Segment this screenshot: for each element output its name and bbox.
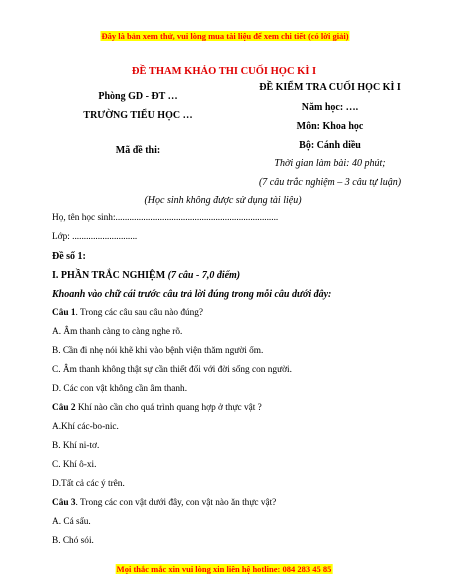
school-year: Năm học: …. (301, 102, 359, 113)
textbook-label: Bộ: Cánh diều (299, 140, 361, 151)
exam-number: Đề số 1: (52, 251, 86, 262)
time-limit: Thời gian làm bài: 40 phút; (274, 158, 386, 169)
exam-code-label: Mã đề thi: (115, 145, 161, 156)
question-structure: (7 câu trắc nghiệm – 3 câu tự luận) (258, 177, 402, 188)
school-label: TRƯỜNG TIỂU HỌC … (83, 110, 193, 121)
question-label: Câu 2 (52, 403, 76, 413)
option-3a: A. Cá sấu. (52, 517, 91, 527)
hotline-banner: Mọi thắc mắc xin vui lòng xin liên hệ hotline: 084 283 45 85 (116, 564, 332, 574)
student-class-line: Lớp: ............................ (52, 232, 138, 242)
preview-banner: Đây là bản xem thử, vui lòng mua tài liệu để xem chi tiết (có lời giải) (101, 31, 349, 41)
option-2a: A.Khí các-bo-nic. (52, 422, 119, 432)
document-title: ĐỀ THAM KHẢO THI CUỐI HỌC KÌ I (131, 66, 317, 77)
question-3 (52, 498, 276, 508)
question-text: . Trong các con vật dưới đây, con vật nào ăn thực vật? (75, 498, 277, 508)
option-2b: B. Khí ni-tơ. (52, 441, 100, 451)
option-2d: D.Tất cả các ý trên. (52, 479, 125, 489)
option-1b: B. Cần đi nhẹ nói khẽ khi vào bệnh viện thăm người ốm. (52, 346, 264, 356)
subject-label: Môn: Khoa học (296, 121, 364, 132)
question-2 (52, 403, 262, 413)
exam-name: ĐỀ KIỂM TRA CUỐI HỌC KÌ I (259, 82, 401, 93)
option-2c: C. Khí ô-xi. (52, 460, 97, 470)
question-label: Câu 1 (52, 308, 76, 318)
question-text: Khí nào cần cho quá trình quang hợp ở thực vật ? (75, 403, 262, 413)
student-name-line: Họ, tên học sinh:...................................................................... (52, 213, 279, 223)
option-1a: A. Âm thanh càng to càng nghe rõ. (52, 327, 183, 337)
option-1c: C. Âm thanh không thật sự cần thiết đối với đời sống con người. (52, 365, 292, 375)
section-heading (52, 270, 240, 281)
exam-note: (Học sinh không được sử dụng tài liệu) (144, 195, 302, 206)
question-text: . Trong các câu sau câu nào đúng? (75, 308, 204, 318)
department-label: Phòng GD - ĐT … (98, 91, 178, 102)
option-3b: B. Chó sói. (52, 536, 94, 546)
section-score: (7 câu - 7,0 điểm) (167, 270, 241, 281)
option-1d: D. Các con vật không cần âm thanh. (52, 384, 188, 394)
section-title: I. PHẦN TRẮC NGHIỆM (52, 270, 166, 281)
question-1 (52, 308, 203, 318)
question-label: Câu 3 (52, 498, 76, 508)
section-instruction: Khoanh vào chữ cái trước câu trả lời đúng trong mỗi câu dưới đây: (52, 289, 332, 300)
